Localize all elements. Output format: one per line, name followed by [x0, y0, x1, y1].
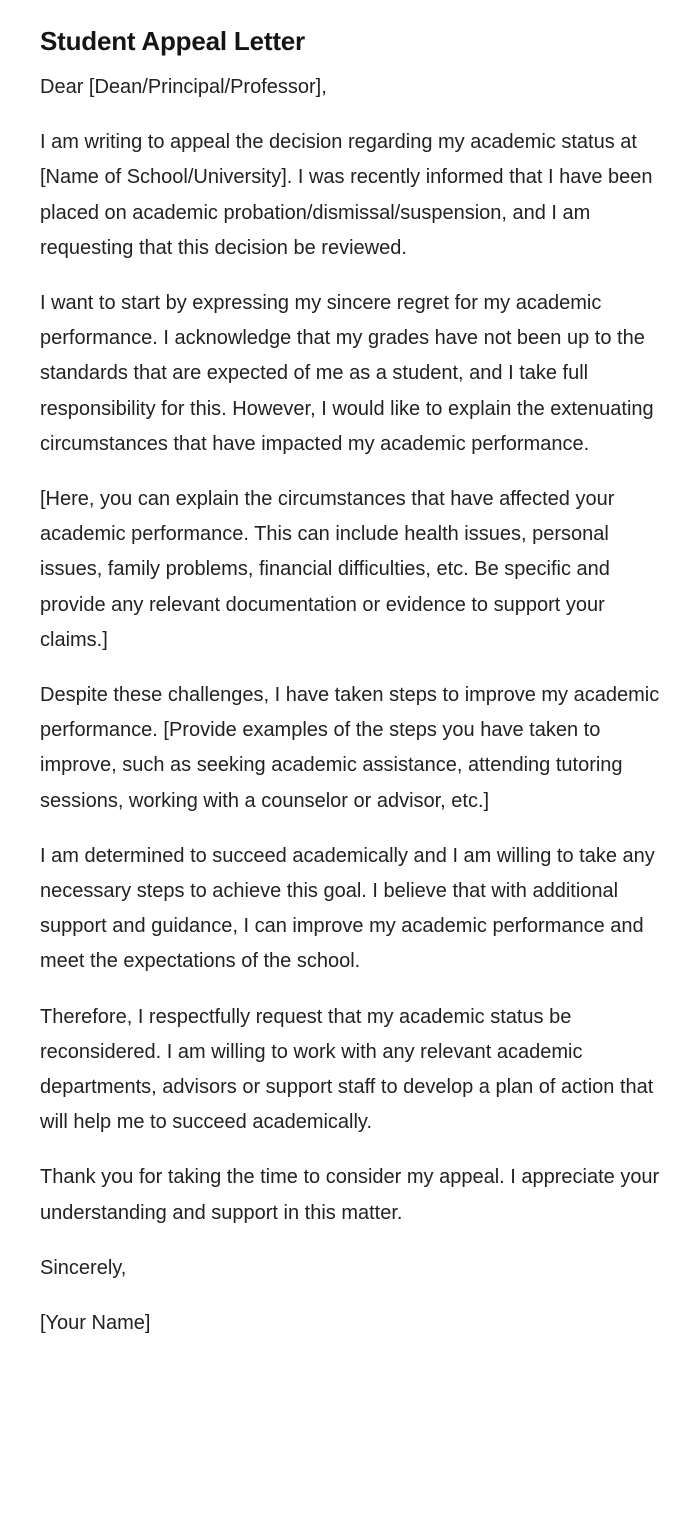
letter-paragraph-5: I am determined to succeed academically and I am willing to take any necessary steps to achieve this goal. I believe that with additional support and guidance, I can improve my academic performance and meet the expectations of the school.: [40, 844, 655, 973]
letter-paragraph-3: [Here, you can explain the circumstances that have affected your academic performance. This can include health issues, personal issues, family problems, financial difficulties, etc. Be specific and provide any relevant documentation or evidence to support your claims.]: [40, 488, 615, 651]
letter-closing: Sincerely,: [40, 1256, 127, 1279]
letter-paragraph-6: Therefore, I respectfully request that my academic status be reconsidered. I am willing to work with any relevant academic departments, advisors or support staff to develop a plan of action that will help me to succeed academically.: [40, 1005, 654, 1134]
letter-paragraph-1: I am writing to appeal the decision regarding my academic status at [Name of School/University]. I was recently informed that I have been placed on academic probation/dismissal/suspension, and I am requesting that this decision be reviewed.: [40, 131, 653, 259]
letter-paragraph-7: Thank you for taking the time to consider my appeal. I appreciate your understanding and support in this matter.: [40, 1166, 660, 1224]
letter-paragraph-2: I want to start by expressing my sincere regret for my academic performance. I acknowledge that my grades have not been up to the standards that are expected of me as a student, and I take full responsibility for this. However, I would like to explain the extenuating circumstances that have impacted my academic performance.: [40, 292, 654, 455]
letter-salutation: Dear [Dean/Principal/Professor],: [40, 76, 327, 98]
letter-paragraph-4: Despite these challenges, I have taken steps to improve my academic performance. [Provide examples of the steps you have taken to improve, such as seeking academic assistance, attending tutoring sessions, working with a counselor or advisor, etc.]: [40, 684, 660, 812]
letter-title: Student Appeal Letter: [40, 26, 305, 56]
letter-signature: [Your Name]: [40, 1312, 151, 1335]
